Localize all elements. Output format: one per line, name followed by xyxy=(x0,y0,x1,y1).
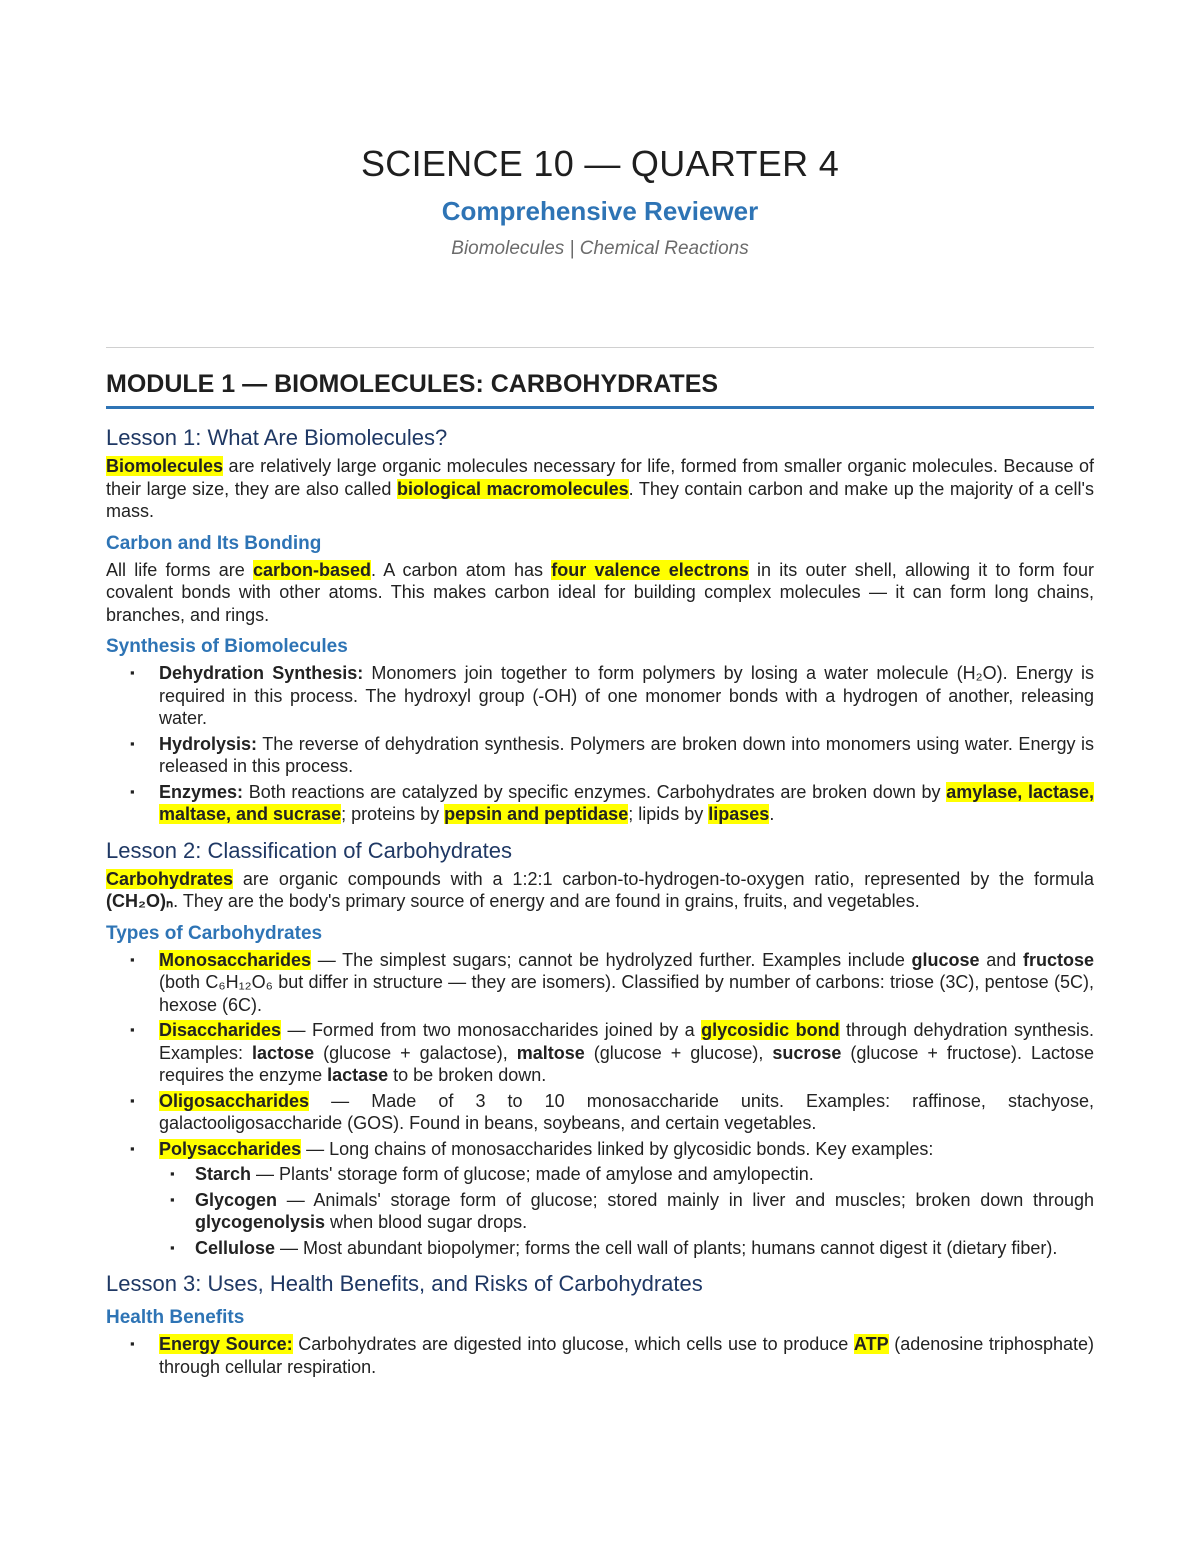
bold-term: maltose xyxy=(516,1042,585,1063)
document-content xyxy=(106,364,1094,1381)
section-benefits-heading: Health Benefits xyxy=(106,1307,245,1328)
document-tagline: Biomolecules | Chemical Reactions xyxy=(451,238,749,259)
bullet-icon: ▪ xyxy=(130,1092,135,1108)
header-divider xyxy=(106,347,1094,348)
document-subtitle: Comprehensive Reviewer xyxy=(441,196,759,226)
list-item xyxy=(106,1019,1094,1087)
list-item xyxy=(159,1163,1094,1186)
highlight-term: pepsin and peptidase xyxy=(444,804,629,824)
highlight-term: Monosaccharides xyxy=(159,949,312,970)
bullet-icon: ▪ xyxy=(130,735,135,751)
term-label: Starch xyxy=(195,1164,252,1184)
polysaccharide-sublist xyxy=(159,1163,1094,1259)
text-run: — Most abundant biopolymer; forms the cell wall of plants; humans cannot digest it (dietary fiber). xyxy=(275,1237,1058,1258)
text-run: (glucose + fructose). Lactose requires the enzyme xyxy=(159,1042,1094,1085)
text-run: All life forms are xyxy=(106,559,253,580)
highlight-term: Biomolecules xyxy=(106,456,224,476)
list-item xyxy=(106,1090,1094,1135)
text-run: — Made of 3 to 10 monosaccharide units. Examples: raffinose, stachyose, galactooligosaccharide (GOS). Found in beans, soybeans, and certain vegetables. xyxy=(159,1090,1094,1133)
text-run: (glucose + glucose), xyxy=(584,1042,773,1063)
text-run: to be broken down. xyxy=(388,1065,547,1085)
text-run: and xyxy=(979,949,1023,970)
highlight-term: ATP xyxy=(853,1334,889,1354)
text-run: (both C₆H₁₂O₆ but differ in structure — they are isomers). Classified by number of carbons: triose (3C), pentose (5C), hexose (6C). xyxy=(159,972,1094,1015)
bullet-icon: ▪ xyxy=(130,951,135,967)
bullet-icon: ▪ xyxy=(170,1239,175,1255)
text-run: . A carbon atom has xyxy=(370,559,552,580)
section-types-heading: Types of Carbohydrates xyxy=(106,922,323,944)
text-run: — Long chains of monosaccharides linked by glycosidic bonds. Key examples: xyxy=(301,1138,934,1159)
lesson-3-title: Lesson 3: Uses, Health Benefits, and Risks of Carbohydrates xyxy=(106,1271,703,1296)
text-run: — Animals' storage form of glucose; stored mainly in liver and muscles; broken down through xyxy=(277,1189,1094,1210)
synthesis-list xyxy=(106,662,1094,826)
list-item xyxy=(106,733,1094,778)
lesson-2-intro xyxy=(106,868,1094,913)
text-run: . xyxy=(769,804,775,824)
term-label: Enzymes: xyxy=(159,781,244,802)
text-run: (glucose + galactose), xyxy=(314,1042,517,1063)
text-run: (adenosine triphosphate) through cellular respiration. xyxy=(159,1334,1094,1377)
document-title: SCIENCE 10 — QUARTER 4 xyxy=(360,143,840,184)
lesson-1-title: Lesson 1: What Are Biomolecules? xyxy=(106,425,448,450)
term-label: Dehydration Synthesis: xyxy=(159,663,364,683)
bold-term: glucose xyxy=(911,949,980,970)
text-run: when blood sugar drops. xyxy=(325,1212,528,1232)
bullet-icon: ▪ xyxy=(170,1166,175,1181)
text-run: The reverse of dehydration synthesis. Polymers are broken down into monomers using water. Energy is released in this process. xyxy=(159,733,1094,776)
highlight-term: Oligosaccharides xyxy=(159,1090,310,1111)
highlight-term: Disaccharides xyxy=(159,1020,282,1040)
benefits-list xyxy=(106,1333,1094,1378)
highlight-term: Energy Source: xyxy=(159,1334,293,1354)
text-run: in its outer shell, allowing it to form four covalent bonds with other atoms. This makes carbon ideal for building complex molecules — it can form long chains, branches, and rings. xyxy=(106,559,1094,625)
term-label: Glycogen xyxy=(195,1189,278,1210)
term-label: Cellulose xyxy=(195,1237,276,1258)
bullet-icon: ▪ xyxy=(130,1336,135,1351)
lesson-1-intro xyxy=(106,455,1094,523)
list-item xyxy=(159,1237,1094,1260)
text-run: ; proteins by xyxy=(341,804,445,824)
bullet-icon: ▪ xyxy=(130,665,135,680)
bold-term: sucrose xyxy=(772,1042,842,1063)
formula: (CH₂O)ₙ xyxy=(106,891,174,911)
text-run: . They are the body's primary source of energy and are found in grains, fruits, and vegetables. xyxy=(173,891,920,911)
text-run: ; lipids by xyxy=(628,804,709,824)
term-label: Hydrolysis: xyxy=(159,733,258,754)
lesson-2-title: Lesson 2: Classification of Carbohydrates xyxy=(106,837,512,863)
module-title: MODULE 1 — BIOMOLECULES: CARBOHYDRATES xyxy=(106,364,1094,409)
highlight-term: Carbohydrates xyxy=(106,868,234,889)
highlight-term: four valence electrons xyxy=(551,559,749,580)
highlight-term: lipases xyxy=(708,804,770,824)
bold-term: lactose xyxy=(252,1042,315,1063)
types-list xyxy=(106,949,1094,1260)
bullet-icon: ▪ xyxy=(130,1140,135,1156)
text-run: . They contain carbon and make up the majority of a cell's mass. xyxy=(106,478,1094,521)
list-item xyxy=(106,949,1094,1017)
text-run: Both reactions are catalyzed by specific enzymes. Carbohydrates are broken down by xyxy=(243,781,947,802)
list-item xyxy=(106,781,1094,826)
text-run: — Plants' storage form of glucose; made of amylose and amylopectin. xyxy=(251,1164,814,1184)
text-run: — Formed from two monosaccharides joined by a xyxy=(281,1020,702,1040)
text-run: Monomers join together to form polymers by losing a water molecule (H₂O). Energy is required in this process. The hydroxyl group (-OH) of one monomer bonds with a hydrogen of another, releasing water. xyxy=(159,663,1095,728)
highlight-term: amylase, lactase, maltase, and sucrase xyxy=(159,781,1094,824)
highlight-term: biological macromolecules xyxy=(396,478,629,499)
text-run: Carbohydrates are digested into glucose, which cells use to produce xyxy=(292,1334,854,1354)
text-run: are relatively large organic molecules necessary for life, formed from smaller organic molecules. Because of their large size, they are also called xyxy=(106,456,1094,499)
section-carbon-heading: Carbon and Its Bonding xyxy=(106,532,322,554)
highlight-term: glycosidic bond xyxy=(701,1020,840,1040)
carbon-paragraph xyxy=(106,559,1094,627)
highlight-term: Polysaccharides xyxy=(159,1138,302,1159)
text-run: are organic compounds with a 1:2:1 carbon-to-hydrogen-to-oxygen ratio, represented by the formula xyxy=(233,868,1094,889)
bullet-icon: ▪ xyxy=(130,783,135,799)
list-item xyxy=(106,1333,1094,1378)
highlight-term: carbon-based xyxy=(252,559,371,580)
list-item xyxy=(106,662,1094,730)
text-run: through dehydration synthesis. Examples: xyxy=(159,1020,1095,1063)
bullet-icon: ▪ xyxy=(130,1022,135,1037)
list-item xyxy=(159,1189,1094,1234)
text-run: — The simplest sugars; cannot be hydrolyzed further. Examples include xyxy=(311,949,912,970)
list-item xyxy=(106,1138,1094,1260)
bold-term: lactase xyxy=(327,1065,389,1085)
bullet-icon: ▪ xyxy=(170,1191,175,1207)
section-synthesis-heading: Synthesis of Biomolecules xyxy=(106,636,348,657)
bold-term: fructose xyxy=(1022,949,1094,970)
bold-term: glycogenolysis xyxy=(195,1212,326,1232)
